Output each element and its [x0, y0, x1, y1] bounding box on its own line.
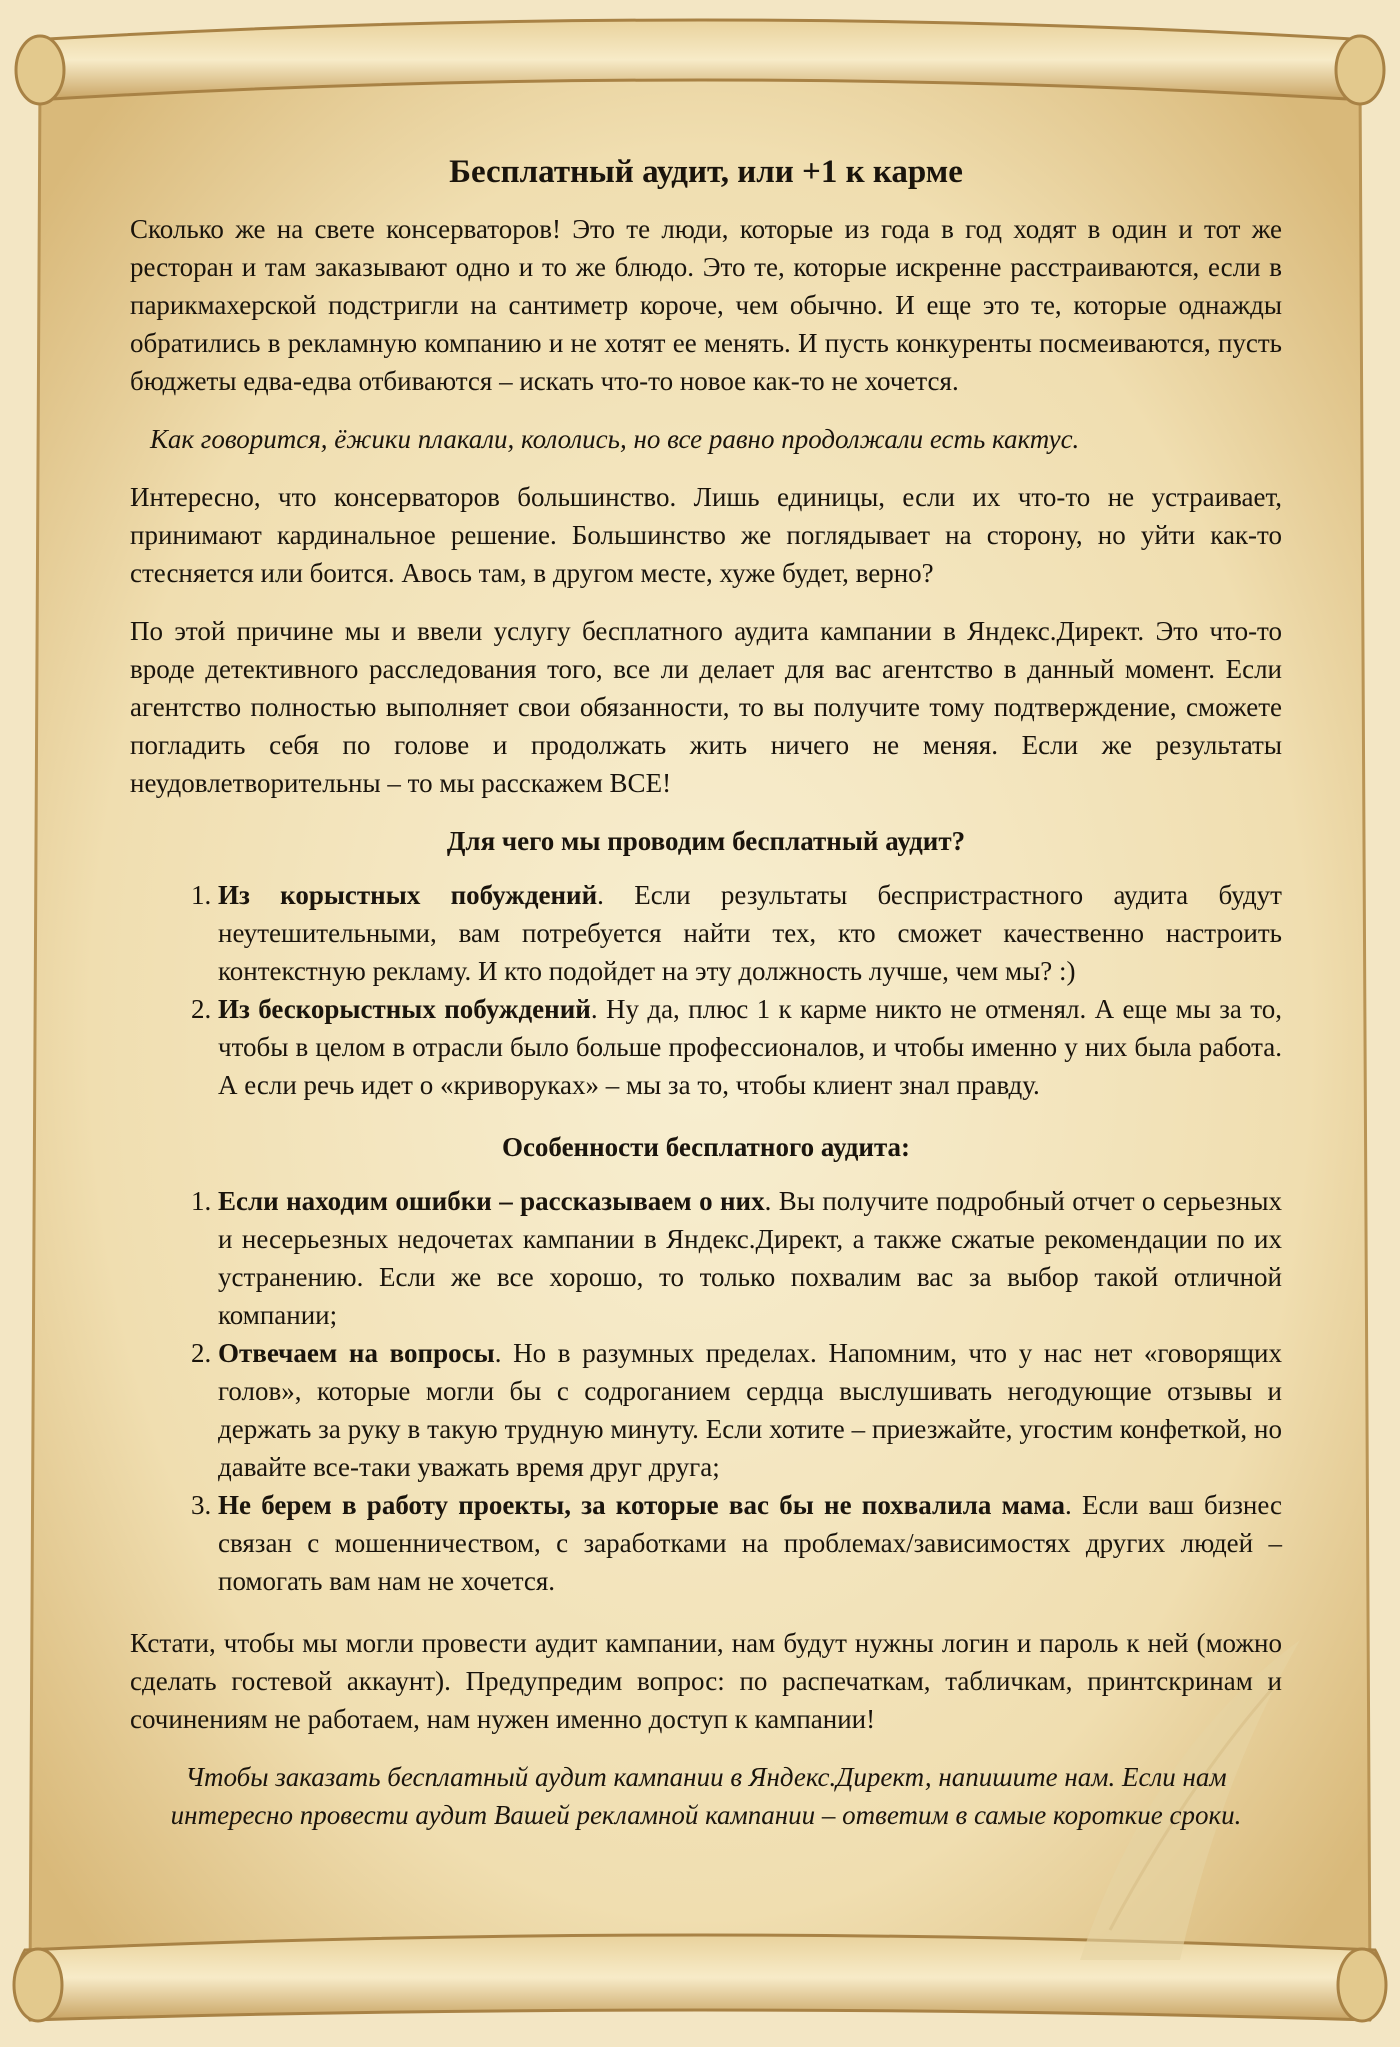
document-body [130, 150, 1282, 1854]
paragraph-access: Кстати, чтобы мы могли провести аудит кампании, нам будут нужны логин и пароль к ней (можно сделать гостевой аккаунт). Предупредим вопрос: по распечаткам, табличкам, принтскринам и сочинениям не работаем, нам нужен именно доступ к кампании! [130, 1628, 1282, 1734]
list-item [218, 990, 1282, 1104]
closing-call-to-action: Чтобы заказать бесплатный аудит кампании в Яндекс.Директ, напишите нам. Если нам интересно провести аудит Вашей рекламной кампании – ответим в самые короткие сроки. [170, 1762, 1242, 1830]
list-item-bold: Если находим ошибки – рассказываем о них [218, 1186, 765, 1216]
features-list [130, 1182, 1282, 1600]
list-item [218, 1486, 1282, 1600]
list-item [218, 1334, 1282, 1486]
list-item-bold: Из бескорыстных побуждений [218, 994, 591, 1024]
intro-paragraph: Сколько же на свете консерваторов! Это те люди, которые из года в год ходят в один и тот же ресторан и там заказывают одно и то же блюдо. Это те, которые искренне расстраиваются, если в парикмахерской подстригли на сантиметр короче, чем обычно. И еще это те, которые однажды обратились в рекламную компанию и не хотят ее менять. И пусть конкуренты посмеиваются, пусть бюджеты едва-едва отбиваются – искать что-то новое как-то не хочется. [130, 214, 1282, 396]
quote-paragraph: Как говорится, ёжики плакали, кололись, но все равно продолжали есть кактус. [150, 424, 1080, 454]
list-item [218, 1182, 1282, 1334]
section-heading-features: Особенности бесплатного аудита: [501, 1132, 911, 1162]
list-item [218, 876, 1282, 990]
list-item-text: . Но в разумных пределах. Напомним, что у нас нет «говорящих голов», которые могли бы с содроганием сердца выслушивать негодующие отзывы и держать за руку в такую трудную минуту. Если хотите – приезжайте, угостим конфеткой, но давайте все-таки уважать время друг друга; [218, 1338, 1282, 1482]
list-item-text: . Вы получите подробный отчет о серьезных и несерьезных недочетах кампании в Яндекс.Директ, а также сжатые рекомендации по их устранению. Если же все хорошо, то только похвалим вас за выбор такой отличной компании; [218, 1186, 1283, 1330]
list-item-text: . Ну да, плюс 1 к карме никто не отменял. А еще мы за то, чтобы в целом в отрасли было больше профессионалов, и чтобы именно у них была работа. А если речь идет о «криворуках» – мы за то, чтобы клиент знал правду. [218, 994, 1282, 1100]
list-item-bold: Из корыстных побуждений [218, 880, 598, 910]
list-item-bold: Не берем в работу проекты, за которые вас бы не похвалила мама [218, 1490, 1066, 1520]
section-heading-why: Для чего мы проводим бесплатный аудит? [446, 826, 966, 856]
document-title: Бесплатный аудит, или +1 к карме [449, 154, 963, 190]
why-list [130, 876, 1282, 1104]
list-item-bold: Отвечаем на вопросы [218, 1338, 495, 1368]
list-item-text: . Если результаты беспристрастного аудита будут неутешительными, вам потребуется найти тех, кто сможет качественно настроить контекстную рекламу. И кто подойдет на эту должность лучше, чем мы? :) [218, 880, 1282, 986]
paragraph-service: По этой причине мы и ввели услугу бесплатного аудита кампании в Яндекс.Директ. Это что-то вроде детективного расследования того, все ли делает для вас агентство в данный момент. Если агентство полностью выполняет свои обязанности, то вы получите тому подтверждение, сможете погладить себя по голове и продолжать жить ничего не меняя. Если же результаты неудовлетворительны – то мы расскажем ВСЕ! [130, 616, 1282, 798]
list-item-text: . Если ваш бизнес связан с мошенничеством, с заработками на проблемах/зависимостях других людей – помогать вам нам не хочется. [218, 1490, 1282, 1596]
paragraph-consumers: Интересно, что консерваторов большинство. Лишь единицы, если их что-то не устраивает, принимают кардинальное решение. Большинство же поглядывает на сторону, но уйти как-то стесняется или боится. Авось там, в другом месте, хуже будет, верно? [130, 482, 1282, 588]
